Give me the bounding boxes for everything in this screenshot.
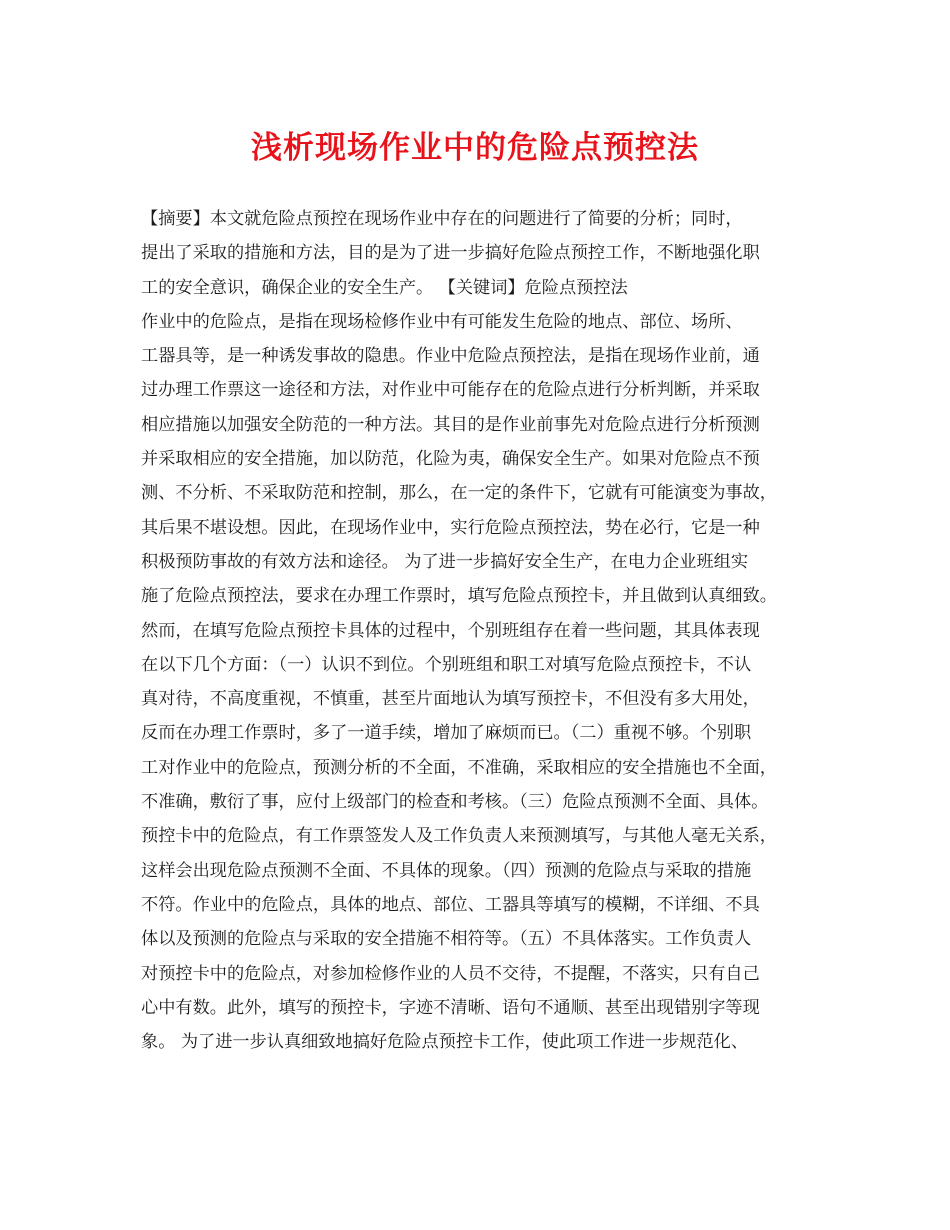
- text-line: 测、不分析、不采取防范和控制，那么，在一定的条件下，它就有可能演变为事故，: [141, 483, 777, 504]
- text-line: 象。 为了进一步认真细致地搞好危险点预控卡工作，使此项工作进一步规范化、: [141, 1032, 749, 1053]
- text-line: 工对作业中的危险点，预测分析的不全面，不准确，采取相应的安全措施也不全面，: [141, 757, 777, 778]
- text-line: 并采取相应的安全措施，加以防范，化险为夷，确保安全生产。如果对危险点不预: [141, 449, 760, 470]
- text-line: 不符。作业中的危险点，具体的地点、部位、工器具等填写的模糊，不详细、不具: [141, 894, 760, 915]
- text-line: 对预控卡中的危险点，对参加检修作业的人员不交待，不提醒，不落实，只有自己: [141, 963, 760, 984]
- text-line: 工的安全意识，确保企业的安全生产。 【关键词】危险点预控法: [141, 277, 628, 298]
- text-line: 体以及预测的危险点与采取的安全措施不相符等。（五）不具体落实。工作负责人: [141, 929, 752, 950]
- text-line: 预控卡中的危险点，有工作票签发人及工作负责人来预测填写，与其他人毫无关系，: [141, 826, 777, 847]
- text-line: 这样会出现危险点预测不全面、不具体的现象。（四）预测的危险点与采取的措施: [141, 860, 752, 881]
- text-line: 相应措施以加强安全防范的一种方法。其目的是作业前事先对危险点进行分析预测: [141, 414, 760, 435]
- text-line: 积极预防事故的有效方法和途径。 为了进一步搞好安全生产，在电力企业班组实: [141, 551, 749, 572]
- text-line: 【摘要】本文就危险点预控在现场作业中存在的问题进行了简要的分析；同时，: [141, 209, 743, 229]
- document-title: 浅析现场作业中的危险点预控法: [251, 130, 699, 166]
- text-line: 真对待，不高度重视，不慎重，甚至片面地认为填写预控卡，不但没有多大用处，: [141, 689, 760, 710]
- text-line: 在以下几个方面：（一）认识不到位。个别班组和职工对填写危险点预控卡，不认: [141, 654, 752, 675]
- text-line: 心中有数。此外，填写的预控卡，字迹不清晰、语句不通顺、甚至出现错别字等现: [141, 997, 760, 1018]
- text-line: 然而，在填写危险点预控卡具体的过程中，个别班组存在着一些问题，其具体表现: [141, 620, 760, 641]
- text-line: 反而在办理工作票时，多了一道手续，增加了麻烦而已。（二）重视不够。个别职: [141, 723, 752, 744]
- text-line: 过办理工作票这一途径和方法，对作业中可能存在的危险点进行分析判断，并采取: [141, 380, 760, 401]
- text-line: 工器具等，是一种诱发事故的隐患。作业中危险点预控法，是指在现场作业前，通: [141, 346, 760, 367]
- text-line: 不准确，敷衍了事，应付上级部门的检查和考核。（三）危险点预测不全面、具体。: [141, 792, 769, 813]
- text-line: 其后果不堪设想。因此，在现场作业中，实行危险点预控法，势在必行，它是一种: [141, 517, 760, 538]
- text-line: 提出了采取的措施和方法，目的是为了进一步搞好危险点预控工作，不断地强化职: [141, 243, 760, 264]
- text-line: 作业中的危险点，是指在现场检修作业中有可能发生危险的地点、部位、场所、: [141, 311, 743, 332]
- document-body: [141, 202, 831, 1059]
- text-line: 施了危险点预控法，要求在办理工作票时，填写危险点预控卡，并且做到认真细致。: [141, 586, 777, 607]
